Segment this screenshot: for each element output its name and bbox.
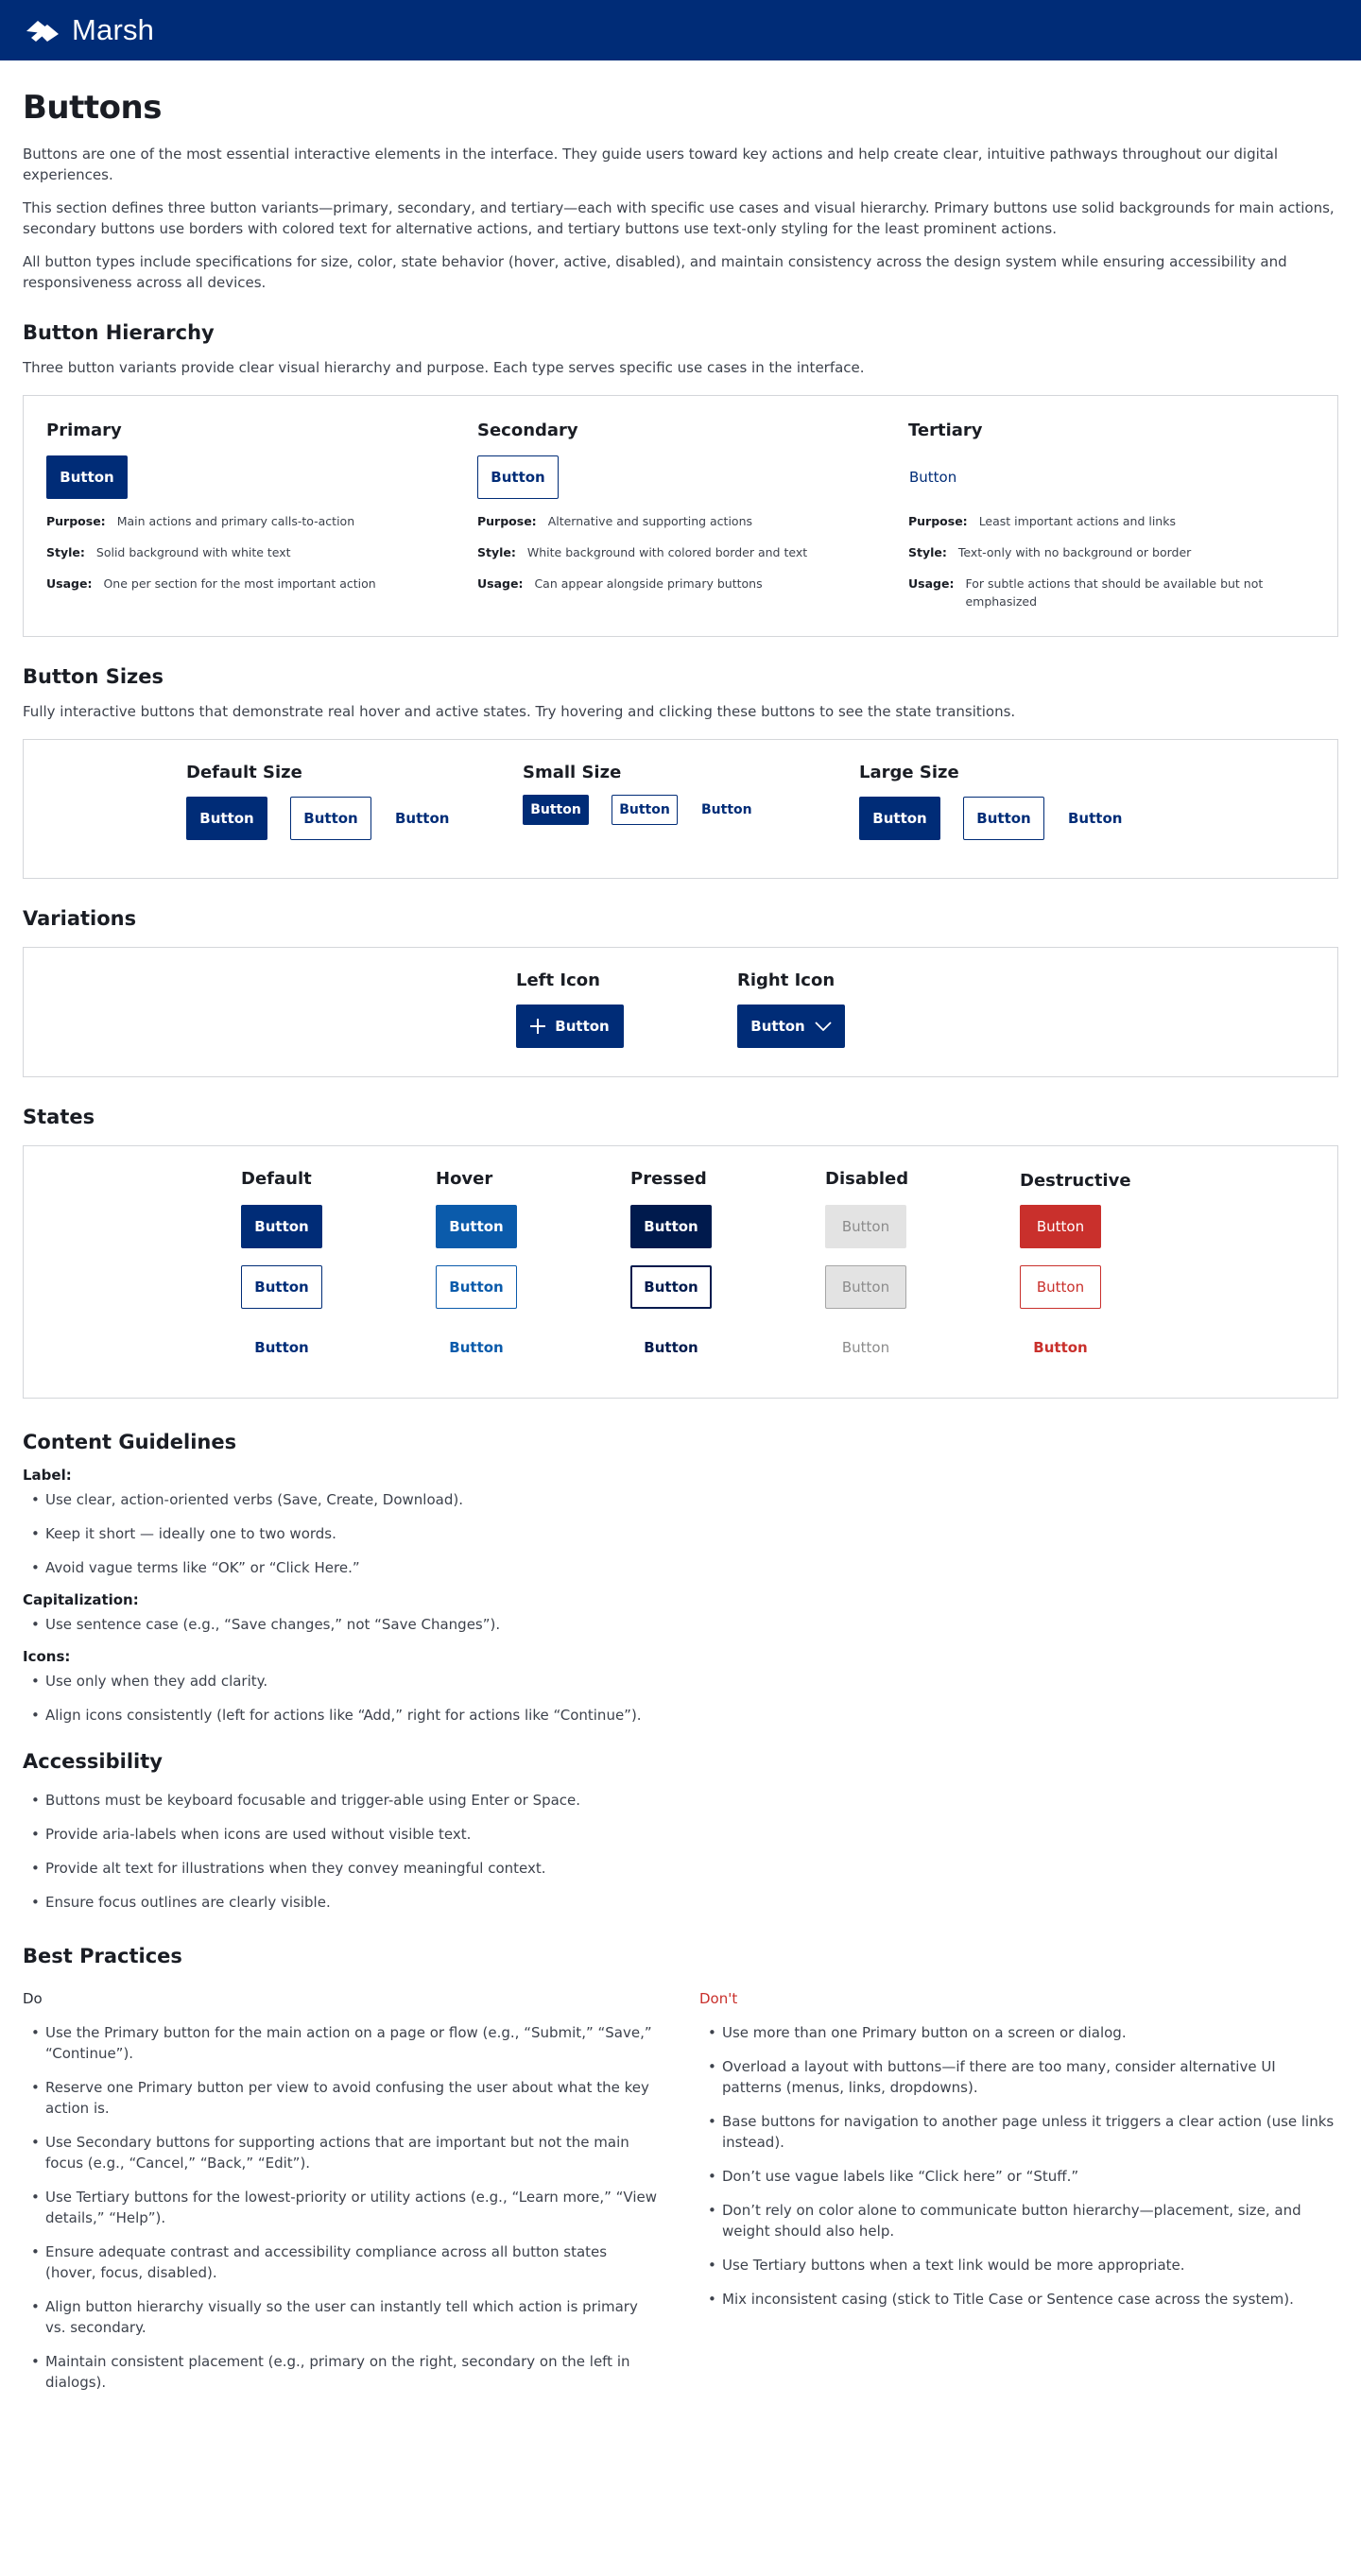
top-header (0, 0, 1361, 60)
list-item: • Use only when they add clarity. (23, 1671, 1338, 1692)
do-heading: Do (23, 1990, 43, 2007)
primary-button-destructive[interactable]: Button (1020, 1205, 1101, 1248)
primary-button-hover[interactable]: Button (436, 1205, 517, 1248)
hierarchy-primary (46, 419, 477, 636)
variant-purpose (477, 512, 908, 530)
list-item: • Ensure adequate contrast and accessibility compliance across all button states (hover, focus, disabled). (23, 2241, 662, 2283)
list-item: • Overload a layout with buttons—if there are too many, consider alternative UI patterns (menus, links, dropdowns). (699, 2056, 1338, 2098)
primary-button[interactable]: Button (859, 797, 940, 840)
variation-right-icon (737, 970, 845, 1076)
tertiary-button[interactable]: Button (1068, 810, 1123, 827)
list-item: • Mix inconsistent casing (stick to Title Case or Sentence case across the system). (699, 2289, 1338, 2310)
style-label: Style: (908, 545, 947, 559)
variant-usage (908, 575, 1315, 610)
secondary-button-disabled: Button (825, 1265, 906, 1309)
icons-list (23, 1671, 1338, 1726)
primary-button[interactable]: Button (46, 455, 128, 499)
dont-column (699, 1990, 1338, 2406)
list-item: • Align button hierarchy visually so the user can instantly tell which action is primary vs. secondary. (23, 2296, 662, 2338)
state-title: Pressed (630, 1169, 707, 1189)
list-item: • Buttons must be keyboard focusable and trigger-able using Enter or Space. (23, 1790, 1338, 1811)
hierarchy-description: Three button variants provide clear visual hierarchy and purpose. Each type serves specific use cases in the interface. (23, 359, 865, 376)
list-item: • Base buttons for navigation to another page unless it triggers a clear action (use links instead). (699, 2111, 1338, 2153)
primary-button[interactable]: Button (186, 797, 267, 840)
secondary-button-pressed[interactable]: Button (630, 1265, 712, 1309)
variation-left-icon (516, 970, 624, 1076)
secondary-button[interactable]: Button (241, 1265, 322, 1309)
usage-value: For subtle actions that should be available but not emphasized (965, 576, 1264, 609)
variant-style (46, 543, 477, 561)
sizes-panel (23, 739, 1338, 879)
variant-title: Primary (46, 421, 122, 440)
secondary-button-destructive[interactable]: Button (1020, 1265, 1101, 1309)
size-group-small (523, 763, 859, 878)
list-item: • Align icons consistently (left for actions like “Add,” right for actions like “Continue”). (23, 1705, 1338, 1726)
variant-usage (46, 575, 477, 592)
variations-panel (23, 947, 1338, 1077)
variant-title: Tertiary (908, 421, 983, 440)
variation-title: Left Icon (516, 970, 600, 990)
variant-purpose (908, 512, 1315, 530)
states-panel (23, 1145, 1338, 1399)
style-value: White background with colored border and text (526, 545, 808, 559)
best-practices-columns (23, 1990, 1338, 2406)
style-value: Text-only with no background or border (957, 545, 1192, 559)
hierarchy-tertiary (908, 419, 1315, 636)
icons-subheading: Icons: (23, 1648, 71, 1665)
brand-name: Marsh (72, 13, 155, 46)
state-title: Destructive (1020, 1171, 1131, 1191)
label-list (23, 1489, 1338, 1578)
button-label: Button (555, 1018, 610, 1035)
tertiary-button[interactable]: Button (395, 810, 450, 827)
usage-value: One per section for the most important action (103, 576, 376, 591)
size-group-default (186, 763, 523, 878)
states-heading: States (23, 1106, 95, 1128)
state-destructive (1020, 1169, 1215, 1398)
intro-paragraph-2: This section defines three button variants—primary, secondary, and tertiary—each with specific use cases and visual hierarchy. Primary buttons use solid backgrounds for main actions, secondary buttons use borders with colored text for alternative actions, and tertiary buttons use text-only styling for the least prominent actions. (23, 199, 1335, 237)
list-item: • Use more than one Primary button on a screen or dialog. (699, 2022, 1338, 2043)
tertiary-button[interactable]: Button (241, 1326, 322, 1369)
state-title: Disabled (825, 1169, 909, 1189)
list-item: • Avoid vague terms like “OK” or “Click Here.” (23, 1557, 1338, 1578)
list-item: • Use sentence case (e.g., “Save changes,” not “Save Changes”). (23, 1614, 1338, 1635)
primary-button[interactable]: Button (241, 1205, 322, 1248)
secondary-button[interactable]: Button (963, 797, 1044, 840)
variant-title: Secondary (477, 421, 578, 440)
variant-usage (477, 575, 908, 592)
variant-purpose (46, 512, 477, 530)
list-item: • Ensure focus outlines are clearly visible. (23, 1892, 1338, 1913)
style-label: Style: (477, 545, 516, 559)
hierarchy-secondary (477, 419, 908, 636)
sizes-description: Fully interactive buttons that demonstrate real hover and active states. Try hovering and clicking these buttons to see the state transitions. (23, 703, 1016, 720)
state-default (241, 1169, 436, 1398)
purpose-value: Main actions and primary calls-to-action (116, 514, 355, 528)
secondary-button[interactable]: Button (477, 455, 559, 499)
accessibility-list (23, 1790, 1338, 1913)
size-title: Small Size (523, 763, 622, 782)
usage-value: Can appear alongside primary buttons (534, 576, 763, 591)
list-item: • Don’t use vague labels like “Click here” or “Stuff.” (699, 2166, 1338, 2187)
secondary-button[interactable]: Button (290, 797, 371, 840)
state-hover (436, 1169, 630, 1398)
capitalization-list (23, 1614, 1338, 1635)
do-column (23, 1990, 662, 2406)
secondary-button[interactable]: Button (612, 795, 678, 825)
page-title: Buttons (23, 89, 162, 127)
purpose-label: Purpose: (477, 514, 537, 528)
list-item: • Use Tertiary buttons when a text link would be more appropriate. (699, 2255, 1338, 2275)
tertiary-button-pressed[interactable]: Button (630, 1326, 712, 1369)
label-subheading: Label: (23, 1467, 72, 1484)
tertiary-button-destructive[interactable]: Button (1020, 1326, 1101, 1369)
variant-style (477, 543, 908, 561)
primary-button[interactable]: Button (523, 795, 589, 825)
usage-label: Usage: (908, 576, 955, 591)
capitalization-subheading: Capitalization: (23, 1591, 139, 1608)
style-label: Style: (46, 545, 85, 559)
state-title: Hover (436, 1169, 493, 1189)
intro-paragraph-3: All button types include specifications for size, color, state behavior (hover, active, disabled), and maintain consistency across the design system while ensuring accessibility and responsiveness across all devices. (23, 253, 1287, 291)
list-item: • Keep it short — ideally one to two words. (23, 1523, 1338, 1544)
list-item: • Use Secondary buttons for supporting actions that are important but not the main focus (e.g., “Cancel,” “Back,” “Edit”). (23, 2132, 662, 2173)
purpose-label: Purpose: (46, 514, 106, 528)
list-item: • Provide alt text for illustrations when they convey meaningful context. (23, 1858, 1338, 1879)
list-item: • Don’t rely on color alone to communicate button hierarchy—placement, size, and weight should also help. (699, 2200, 1338, 2241)
list-item: • Use the Primary button for the main action on a page or flow (e.g., “Submit,” “Save,” “Continue”). (23, 2022, 662, 2064)
tertiary-button[interactable]: Button (701, 802, 752, 817)
do-list (23, 2022, 662, 2393)
accessibility-heading: Accessibility (23, 1750, 163, 1773)
button-label: Button (750, 1018, 805, 1035)
purpose-label: Purpose: (908, 514, 968, 528)
list-item: • Reserve one Primary button per view to avoid confusing the user about what the key action is. (23, 2077, 662, 2119)
primary-button-disabled: Button (825, 1205, 906, 1248)
secondary-button-hover[interactable]: Button (436, 1265, 517, 1309)
size-group-large (859, 763, 1196, 878)
variation-title: Right Icon (737, 970, 836, 990)
left-icon-button[interactable] (516, 1005, 624, 1048)
dont-heading: Don't (699, 1990, 738, 2007)
sizes-heading: Button Sizes (23, 665, 164, 688)
dont-list (699, 2022, 1338, 2310)
size-title: Large Size (859, 763, 959, 782)
content-guidelines-heading: Content Guidelines (23, 1431, 237, 1453)
usage-label: Usage: (477, 576, 524, 591)
list-item: • Maintain consistent placement (e.g., primary on the right, secondary on the left in dialogs). (23, 2351, 662, 2393)
best-practices-heading: Best Practices (23, 1945, 182, 1967)
purpose-value: Least important actions and links (978, 514, 1176, 528)
intro-paragraph-1: Buttons are one of the most essential interactive elements in the interface. They guide users toward key actions and help create clear, intuitive pathways throughout our digital experiences. (23, 146, 1279, 183)
state-pressed (630, 1169, 825, 1398)
hierarchy-panel (23, 395, 1338, 637)
main-content (0, 60, 1361, 2406)
list-item: • Use Tertiary buttons for the lowest-priority or utility actions (e.g., “Learn more,” “View details,” “Help”). (23, 2187, 662, 2228)
variant-style (908, 543, 1315, 561)
list-item: • Use clear, action-oriented verbs (Save, Create, Download). (23, 1489, 1338, 1510)
right-icon-button[interactable] (737, 1005, 845, 1048)
style-value: Solid background with white text (95, 545, 291, 559)
tertiary-button-hover[interactable]: Button (436, 1326, 517, 1369)
variations-heading: Variations (23, 907, 137, 930)
hierarchy-heading: Button Hierarchy (23, 321, 215, 344)
plus-icon (530, 1019, 545, 1034)
marsh-logo-icon (23, 17, 62, 43)
list-item: • Provide aria-labels when icons are used without visible text. (23, 1824, 1338, 1845)
purpose-value: Alternative and supporting actions (547, 514, 753, 528)
usage-label: Usage: (46, 576, 93, 591)
size-title: Default Size (186, 763, 302, 782)
state-disabled (825, 1169, 1020, 1398)
tertiary-button-disabled: Button (825, 1326, 906, 1369)
chevron-down-icon (815, 1022, 832, 1031)
tertiary-button[interactable]: Button (909, 469, 957, 486)
state-title: Default (241, 1169, 312, 1189)
brand[interactable] (23, 13, 154, 47)
primary-button-pressed[interactable]: Button (630, 1205, 712, 1248)
